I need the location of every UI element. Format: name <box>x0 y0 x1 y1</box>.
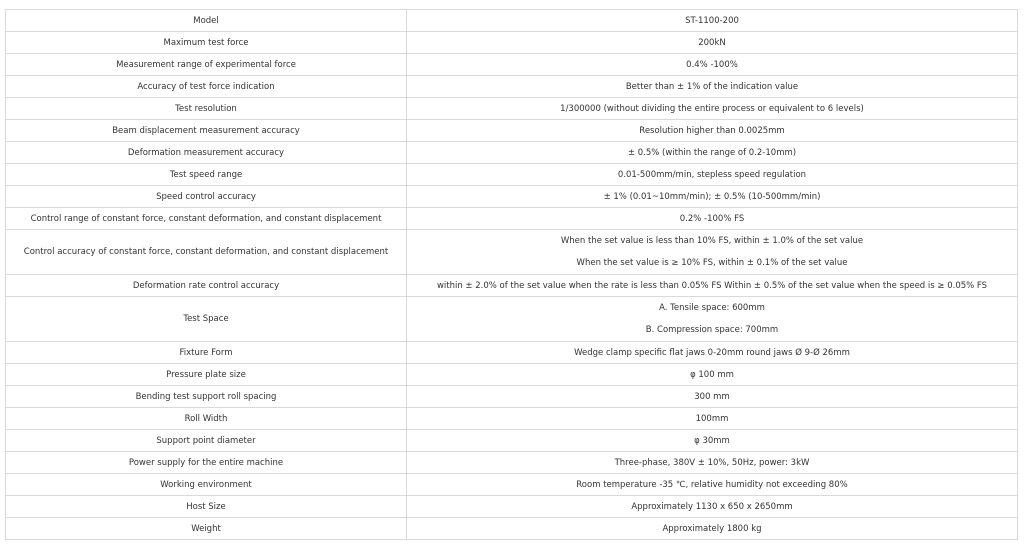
spec-value-cell <box>407 275 1018 297</box>
table-row <box>6 408 1018 430</box>
spec-label-cell: Measurement range of experimental force <box>6 54 407 76</box>
spec-value-cell <box>407 386 1018 408</box>
spec-label-cell: Roll Width <box>6 408 407 430</box>
spec-value-cell <box>407 98 1018 120</box>
spec-label-cell: Fixture Form <box>6 342 407 364</box>
spec-label-cell: Accuracy of test force indication <box>6 76 407 98</box>
spec-label-cell: Model <box>6 10 407 32</box>
table-row <box>6 297 1018 342</box>
specifications-table-body <box>6 10 1018 540</box>
spec-value-cell <box>407 186 1018 208</box>
spec-value-cell <box>407 120 1018 142</box>
table-row <box>6 474 1018 496</box>
spec-value-text: φ 100 mm <box>690 369 734 380</box>
spec-label-cell: Maximum test force <box>6 32 407 54</box>
table-row <box>6 186 1018 208</box>
spec-value-text: 0.4% -100% <box>686 59 738 70</box>
spec-label-cell: Power supply for the entire machine <box>6 452 407 474</box>
spec-label-cell: Deformation measurement accuracy <box>6 142 407 164</box>
spec-value-text: 100mm <box>695 413 729 424</box>
spec-label-cell: Test resolution <box>6 98 407 120</box>
spec-value-text: Better than ± 1% of the indication value <box>625 81 799 92</box>
table-row <box>6 32 1018 54</box>
table-row <box>6 430 1018 452</box>
table-row <box>6 496 1018 518</box>
spec-value-text: 300 mm <box>694 391 730 402</box>
spec-value-text: φ 30mm <box>694 435 730 446</box>
table-row <box>6 386 1018 408</box>
spec-label-cell: Host Size <box>6 496 407 518</box>
spec-value-cell <box>407 208 1018 230</box>
spec-label-cell: Bending test support roll spacing <box>6 386 407 408</box>
table-row <box>6 452 1018 474</box>
spec-value-text: within ± 2.0% of the set value when the rate is less than 0.05% FS Within ± 0.5% of the set value when the speed is ≥ 0.05% FS <box>436 280 988 291</box>
table-row <box>6 120 1018 142</box>
spec-value-cell <box>407 364 1018 386</box>
table-row <box>6 164 1018 186</box>
spec-label-cell: Test Space <box>6 297 407 342</box>
spec-label-cell: Beam displacement measurement accuracy <box>6 120 407 142</box>
spec-label-cell: Control accuracy of constant force, constant deformation, and constant displacement <box>6 230 407 275</box>
table-row <box>6 98 1018 120</box>
spec-label-cell: Working environment <box>6 474 407 496</box>
spec-value-text: B. Compression space: 700mm <box>645 325 779 335</box>
table-row <box>6 208 1018 230</box>
table-row <box>6 275 1018 297</box>
spec-value-text: Approximately 1130 x 650 x 2650mm <box>631 501 793 512</box>
spec-value-text: When the set value is less than 10% FS, within ± 1.0% of the set value <box>560 236 864 246</box>
spec-value-text: 200kN <box>698 37 726 48</box>
spec-value-text: ± 1% (0.01~10mm/min); ± 0.5% (10-500mm/min) <box>603 191 821 202</box>
spec-value-cell <box>407 142 1018 164</box>
spec-value-cell <box>407 408 1018 430</box>
spec-value-text: 1/300000 (without dividing the entire process or equivalent to 6 levels) <box>560 103 864 114</box>
table-row <box>6 342 1018 364</box>
spec-value-cell <box>407 10 1018 32</box>
spec-value-cell <box>407 230 1018 275</box>
table-row <box>6 54 1018 76</box>
specifications-table <box>5 9 1018 540</box>
table-row <box>6 518 1018 540</box>
spec-label-cell: Test speed range <box>6 164 407 186</box>
spec-value-cell <box>407 452 1018 474</box>
spec-label-cell: Support point diameter <box>6 430 407 452</box>
spec-value-cell <box>407 518 1018 540</box>
spec-value-text: 0.2% -100% FS <box>679 213 745 224</box>
table-row <box>6 10 1018 32</box>
spec-value-text: When the set value is ≥ 10% FS, within ± 0.1% of the set value <box>576 258 848 268</box>
table-row <box>6 230 1018 275</box>
spec-value-cell <box>407 164 1018 186</box>
spec-value-cell <box>407 76 1018 98</box>
spec-value-cell <box>407 342 1018 364</box>
spec-value-cell <box>407 474 1018 496</box>
spec-value-text: Resolution higher than 0.0025mm <box>639 125 785 136</box>
table-row <box>6 364 1018 386</box>
spec-value-cell <box>407 32 1018 54</box>
table-row <box>6 76 1018 98</box>
spec-value-text: Three-phase, 380V ± 10%, 50Hz, power: 3kW <box>614 457 810 468</box>
spec-value-cell <box>407 430 1018 452</box>
spec-value-cell <box>407 54 1018 76</box>
spec-value-text: Wedge clamp specific flat jaws 0-20mm round jaws Ø 9-Ø 26mm <box>574 347 850 358</box>
spec-value-text: ST-1100-200 <box>685 15 739 26</box>
spec-label-cell: Deformation rate control accuracy <box>6 275 407 297</box>
spec-label-cell: Weight <box>6 518 407 540</box>
spec-label-cell: Speed control accuracy <box>6 186 407 208</box>
spec-value-text: 0.01-500mm/min, stepless speed regulation <box>617 169 807 180</box>
spec-value-cell <box>407 297 1018 342</box>
spec-value-text: Approximately 1800 kg <box>662 523 762 534</box>
spec-value-text: A. Tensile space: 600mm <box>659 303 765 313</box>
spec-label-cell: Control range of constant force, constant deformation, and constant displacement <box>6 208 407 230</box>
spec-value-text: Room temperature -35 ℃, relative humidity not exceeding 80% <box>576 479 848 490</box>
table-row <box>6 142 1018 164</box>
spec-label-cell: Pressure plate size <box>6 364 407 386</box>
spec-value-cell <box>407 496 1018 518</box>
spec-value-text: ± 0.5% (within the range of 0.2-10mm) <box>627 147 797 158</box>
